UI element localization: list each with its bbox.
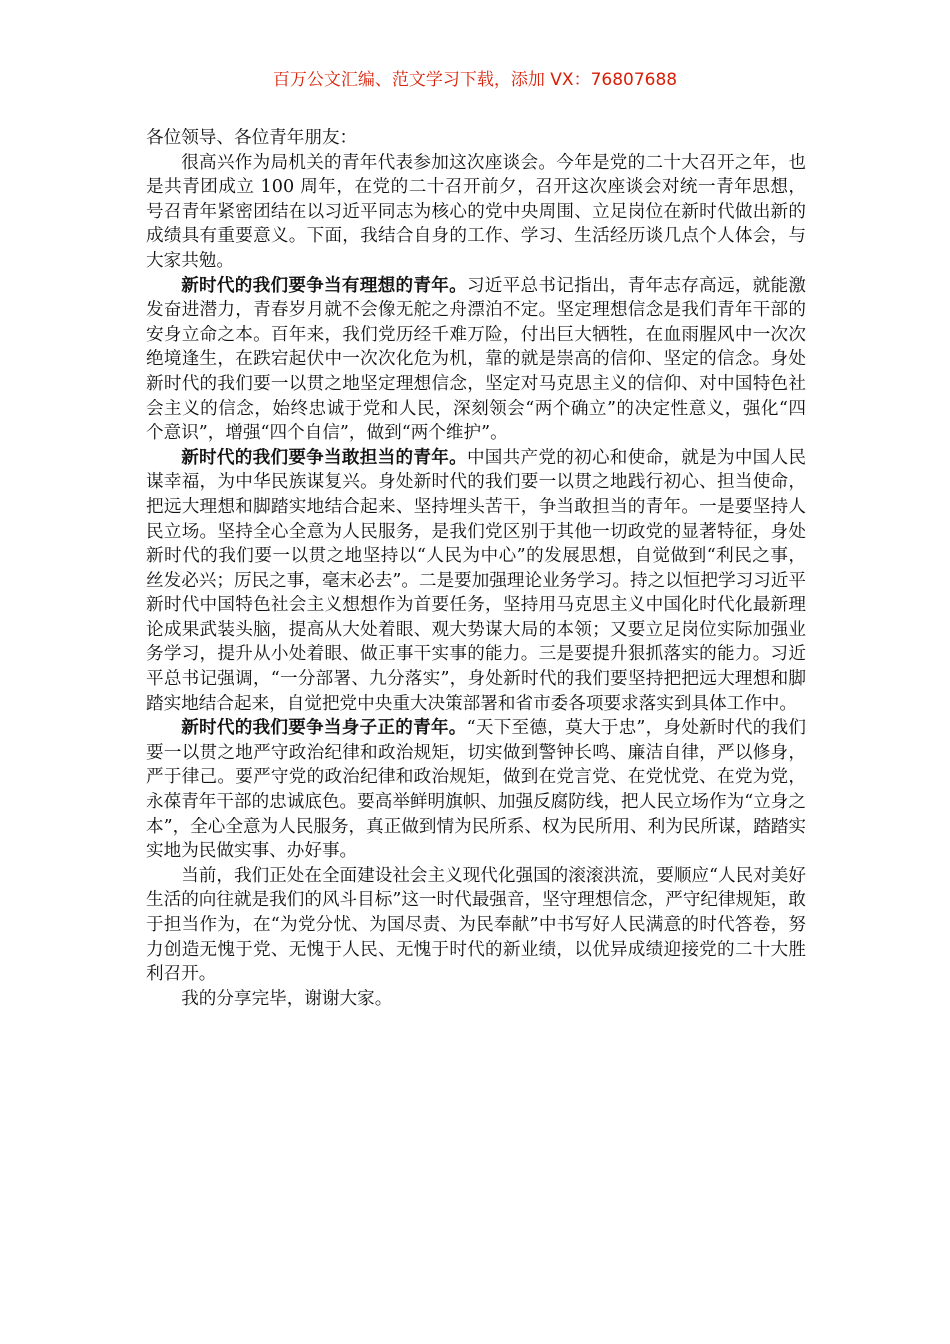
speech-body bbox=[146, 126, 806, 1011]
section-1-heading: 新时代的我们要争当有理想的青年。 bbox=[181, 274, 467, 296]
salutation: 各位领导、各位青年朋友： bbox=[146, 128, 358, 148]
section-3-text: “天下至德，莫大于忠”，身处新时代的我们要一以贯之地严守政治纪律和政治规矩，切实做到警钟长鸣、廉洁自律，严以修身，严于律己。要严守党的政治纪律和政治规矩，做到在党言党、在党忧党、在党为党，永葆青年干部的忠诚底色。要高举鲜明旗帜、加强反腐防线，把人民立场作为“立身之本”，全心全意为人民服务，真正做到情为民所系、权为民所用、利为民所谋，踏踏实实地为民做实事、办好事。 bbox=[146, 718, 806, 862]
section-2-paragraph bbox=[146, 446, 806, 717]
section-1-text: 习近平总书记指出，青年志存高远，就能激发奋进潜力，青春岁月就不会像无舵之舟漂泊不定。坚定理想信念是我们青年干部的安身立命之本。百年来，我们党历经千难万险，付出巨大牺牲，在血雨腥风中一次次绝境逢生，在跌宕起伏中一次次化危为机，靠的就是崇高的信仰、坚定的信念。身处新时代的我们要一以贯之地坚定理想信念，坚定对马克思主义的信仰、对中国特色社会主义的信念，始终忠诚于党和人民，深刻领会“两个确立”的决定性意义，强化“四个意识”，增强“四个自信”，做到“两个维护”。 bbox=[146, 275, 806, 444]
closing-paragraph: 我的分享完毕，谢谢大家。 bbox=[181, 988, 393, 1009]
section-2-heading: 新时代的我们要争当敢担当的青年。 bbox=[181, 446, 467, 468]
section-2-text: 中国共产党的初心和使命，就是为中国人民谋幸福，为中华民族谋复兴。身处新时代的我们要一以贯之地践行初心、担当使命，把远大理想和脚踏实地结合起来、坚持埋头苦干，争当敢担当的青年。一是要坚持人民立场。坚持全心全意为人民服务，是我们党区别于其他一切政党的显著特征，身处新时代的我们要一以贯之地坚持以“人民为中心”的发展思想，自觉做到“利民之事，丝发必兴；厉民之事，毫末必去”。二是要加强理论业务学习。持之以恒把学习习近平新时代中国特色社会主义想想作为首要任务，坚持用马克思主义中国化时代化最新理论成果武装头脑，提高从大处着眼、观大势谋大局的本领；又要立足岗位实际加强业务学习，提升从小处着眼、做正事干实事的能力。三是要提升狠抓落实的能力。习近平总书记强调，“一分部署、九分落实”，身处新时代的我们要坚持把把远大理想和脚踏实地结合起来，自觉把党中央重大决策部署和省市委各项要求落实到具体工作中。 bbox=[146, 447, 806, 714]
conclusion-paragraph: 当前，我们正处在全面建设社会主义现代化强国的滚滚洪流，要顺应“人民对美好生活的向往就是我们的风斗目标”这一时代最强音，坚守理想信念，严守纪律规矩，敢于担当作为，在“为党分忧、为国尽责、为民奉献”中书写好人民满意的时代答卷，努力创造无愧于党、无愧于人民、无愧于时代的新业绩，以优异成绩迎接党的二十大胜利召开。 bbox=[146, 865, 806, 985]
section-3-heading: 新时代的我们要争当身子正的青年。 bbox=[181, 717, 467, 739]
section-3-paragraph bbox=[146, 716, 806, 864]
section-1-paragraph bbox=[146, 274, 806, 446]
intro-paragraph: 很高兴作为局机关的青年代表参加这次座谈会。今年是党的二十大召开之年，也是共青团成立 100 周年，在党的二十召开前夕，召开这次座谈会对统一青年思想，号召青年紧密团结在以习近平同志为核心的党中央周围、立足岗位在新时代做出新的成绩具有重要意义。下面，我结合自身的工作、学习、生活经历谈几点个人体会，与大家共勉。 bbox=[146, 152, 806, 271]
header-banner: 百万公文汇编、范文学习下载，添加 VX：76807688 bbox=[272, 70, 678, 90]
